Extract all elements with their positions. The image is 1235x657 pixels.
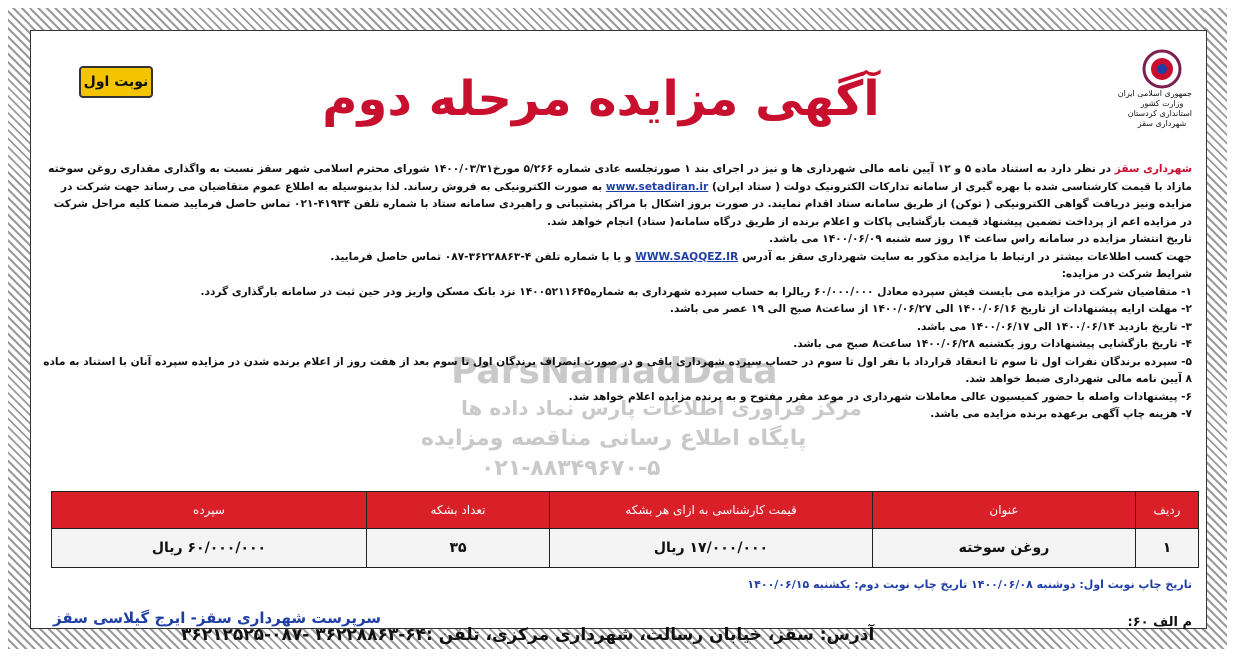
column-header-row-number: ردیف <box>1136 492 1199 529</box>
conditions-title: شرایط شرکت در مزایده: <box>1061 268 1192 280</box>
table-row <box>52 529 1199 568</box>
info-prefix: جهت کسب اطلاعات بیشتر در ارتباط با مزایده مذکور به سایت شهرداری سقز به آدرس <box>741 250 1192 263</box>
emblem-line-2: وزارت کشور <box>1140 99 1184 108</box>
intro-paragraph <box>42 161 1192 231</box>
condition-item: ۳- تاریخ بازدید ۱۴۰۰/۰۶/۱۴ الی ۱۴۰۰/۰۶/۱۷ می باشد. <box>916 320 1192 333</box>
saqqez-link[interactable]: WWW.SAQQEZ.IR <box>635 250 739 263</box>
condition-item: ۷- هزینه چاپ آگهی برعهده برنده مزایده می باشد. <box>930 408 1192 420</box>
cell-title: روغن سوخته <box>873 529 1136 568</box>
print-dates: تاریخ چاپ نوبت اول: دوشنبه ۱۴۰۰/۰۶/۰۸ تاریخ چاپ نوبت دوم: یکشنبه ۱۴۰۰/۰۶/۱۵ <box>747 578 1192 591</box>
emblem-line-3: استانداری کردستان <box>1127 109 1192 118</box>
ad-content <box>30 30 1207 645</box>
publish-date-line: تاریخ انتشار مزایده در سامانه راس ساعت ۱۴ روز سه شنبه ۱۴۰۰/۰۶/۰۹ می باشد. <box>769 233 1192 245</box>
decorative-border-left <box>8 8 30 649</box>
municipality-emblem <box>1117 49 1192 129</box>
setadiran-link[interactable]: www.setadiran.ir <box>605 180 709 193</box>
column-header-deposit: سپرده <box>52 492 367 529</box>
emblem-line-1: جمهوری اسلامی ایران <box>1117 89 1192 98</box>
info-line <box>42 249 1192 267</box>
condition-item: ۱- متقاضیان شرکت در مزایده می بایست فیش سپرده معادل ۶۰/۰۰۰/۰۰۰ ریالرا به حساب سپرده شهرداری به شماره۱۴۰۰۵۲۱۱۶۴۵ نزد بانک مسکن واریز ودر حین ثبت در سامانه بارگذاری گردد. <box>200 285 1192 298</box>
ad-title: آگهی مزایده مرحله دوم <box>322 71 880 127</box>
column-header-price: قیمت کارشناسی به ازای هر بشکه <box>550 492 873 529</box>
watermark-line-2: پایگاه اطلاع رسانی مناقصه ومزایده <box>421 426 807 451</box>
table-header-row <box>52 492 1199 529</box>
column-header-count: تعداد بشکه <box>367 492 550 529</box>
ad-code: م الف ۶۰: <box>1127 615 1192 630</box>
publication-round-badge: نوبت اول <box>79 66 153 98</box>
info-suffix: و یا با شماره تلفن ۴-۳۶۲۲۸۸۶۳-۰۸۷ تماس حاصل فرمایید. <box>330 250 632 263</box>
intro-text-continued: به صورت الکترونیکی به فروش رساند. لذا بدینوسیله به اطلاع عموم متقاضیان می رساند جهت شرکت در مزایده ونیز دریافت گواهی الکترونیکی ( توکن) از طریق سامانه ستاد اقدام نمایند. در صورت بروز اشکال با مراکز پشتیبانی و راهبردی سامانه ستاد با شماره تلفن ۴۱۹۳۴-۰۲۱ تماس حاصل فرمایید ضمنا کلیه مراحل شرکت در مزایده اعم از پرداخت تضمین پیشنهاد قیمت بازگشایی پاکات و اعلام برنده از طریق درگاه سامانه( ستاد) انجام خواهد شد. <box>53 180 1192 228</box>
auction-items-table <box>51 491 1199 568</box>
emblem-line-4: شهرداری سقز <box>1137 119 1187 128</box>
intro-text: در نظر دارد به استناد ماده ۵ و ۱۲ آیین نامه مالی شهرداری ها و نیز در اجرای بند ۱ صورتجلسه عادی شماره ۵/۲۶۶ مورخ۱۴۰۰/۰۳/۳۱ شورای محترم اسلامی شهر سقز نسبت به واگذاری مقداری روغن سوخته مازاد با قیمت کارشناسی شده با بهره گیری از سامانه تدارکات الکترونیک دولت ( ستاد ایران) <box>48 163 1192 193</box>
cell-price: ۱۷/۰۰۰/۰۰۰ ریال <box>550 529 873 568</box>
condition-item: ۶- پیشنهادات واصله با حضور کمیسیون عالی معاملات شهرداری در موعد مقرر مفتوح و به برنده مزایده اعلام خواهد شد. <box>568 390 1192 403</box>
emblem-icon <box>1142 49 1182 89</box>
ad-frame <box>8 8 1227 649</box>
decorative-border-right <box>1205 8 1227 649</box>
condition-item: ۴- تاریخ بازگشایی پیشنهادات روز یکشنبه ۱۴۰۰/۰۶/۲۸ ساعت۸ صبح می باشد. <box>793 338 1192 350</box>
watermark-line-1: مرکز فراوری اطلاعات پارس نماد داده ها <box>461 396 862 420</box>
watermark-line-3: ۰۲۱-۸۸۳۴۹۶۷۰-۵ <box>481 456 661 481</box>
organization-name: شهرداری سقز <box>1114 163 1192 175</box>
condition-item: ۵- سپرده برندگان نفرات اول تا سوم تا انعقاد قرارداد با نفر اول تا سوم در حساب سپرده شهرداری باقی و در صورت انصراف برندگان اول تا سوم بعد از هفت روز از اعلام برنده شدن در مزایده سپرده آنان با استناد به ماده ۸ آیین نامه مالی شهرداری ضبط خواهد شد. <box>43 355 1192 385</box>
decorative-border-top <box>8 8 1227 30</box>
column-header-title: عنوان <box>873 492 1136 529</box>
cell-deposit: ۶۰/۰۰۰/۰۰۰ ریال <box>52 529 367 568</box>
signature: سرپرست شهرداری سقز- ایرج گیلاسی سقز <box>53 609 382 627</box>
cell-count: ۳۵ <box>367 529 550 568</box>
ad-body <box>42 161 1192 424</box>
condition-item: ۲- مهلت ارایه پیشنهادات از تاریخ ۱۴۰۰/۰۶/۱۶ الی ۱۴۰۰/۰۶/۲۷ از ساعت۸ صبح الی ۱۹ عصر می باشد. <box>669 303 1192 315</box>
address-line: آدرس: سقز، خیابان رسالت، شهرداری مرکزی، تلفن :۶۴-۳۶۲۲۸۸۶۳ -۰۸۷-۳۶۲۱۲۵۲۵ <box>181 625 875 645</box>
watermark-brand: ParsNamadData <box>451 351 778 392</box>
cell-row-number: ۱ <box>1136 529 1199 568</box>
